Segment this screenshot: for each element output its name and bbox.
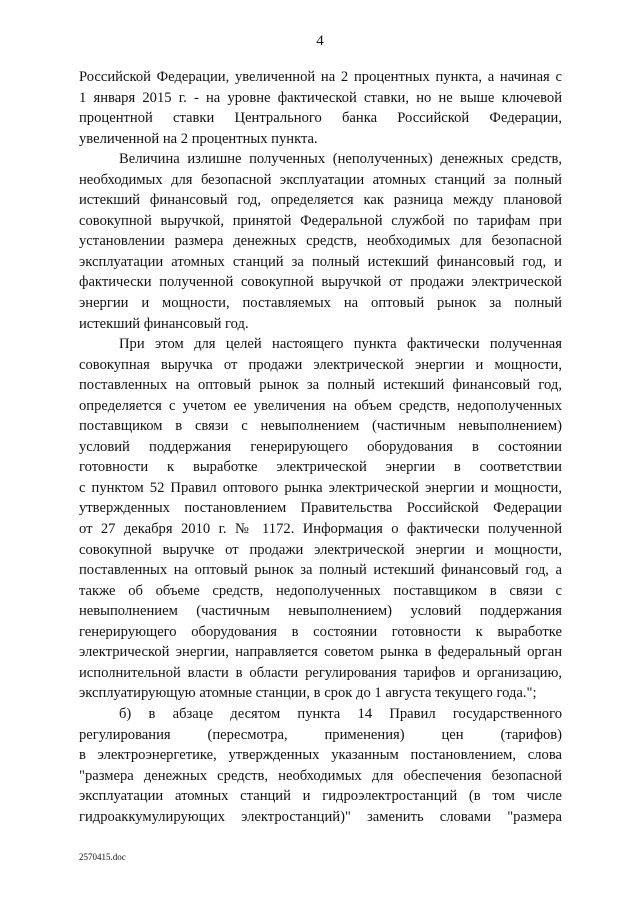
text-line: утвержденных постановлением Правительства Российской Федерации [79,500,562,517]
text-line: электрической энергии, направляется советом рынка в федеральный орган [79,644,562,661]
text-line: эксплуатирующую атомные станции, в срок до 1 августа текущего года."; [79,685,537,702]
text-line: поставщиком в связи с невыполнением (частичным невыполнением) [79,418,562,435]
document-body [79,67,562,827]
paragraph-1 [79,67,562,149]
text-line: б) в абзаце десятом пункта 14 Правил государственного [119,705,562,722]
text-line: эксплуатации атомных станций за полный истекший финансовый год, и [79,253,562,270]
footer-file-name: 2570415.doc [79,852,126,862]
page-number: 4 [316,33,324,49]
text-line: Российской Федерации, увеличенной на 2 процентных пункта, а начиная с [79,69,562,85]
paragraph-2 [79,149,562,334]
text-line: от 27 декабря 2010 г. № 1172. Информация о фактически полученной [79,521,562,538]
text-line: регулирования (пересмотра, применения) цен (тарифов) [79,726,562,743]
text-line: исполнительной власти в области регулирования тарифов и организацию, [79,664,562,681]
text-line: совокупной выручке от продажи электрической энергии и мощности, [79,541,562,558]
text-line: в электроэнергетике, утвержденных указанным постановлением, слова [79,747,562,764]
text-line: гидроаккумулирующих электростанций)" заменить словами "размера [79,808,562,825]
text-line: "размера денежных средств, необходимых для обеспечения безопасной [79,767,562,784]
text-line: совокупной выручкой, принятой Федеральной службой по тарифам при [79,212,562,229]
text-line: совокупная выручка от продажи электрической энергии и мощности, [79,356,562,373]
text-line: с пунктом 52 Правил оптового рынка электрической энергии и мощности, [79,479,562,496]
text-line: процентной ставки Центрального банка Российской Федерации, [79,110,562,127]
text-line: поставленных на оптовый рынок за полный истекший финансовый год, а [79,562,562,579]
text-line: эксплуатации атомных станций и гидроэлектростанций (в том числе [79,788,562,805]
text-line: генерирующего оборудования в состоянии готовности к выработке [79,623,562,640]
text-line: определяется с учетом ее увеличения на объем средств, недополученных [79,397,562,414]
text-line: условий поддержания генерирующего оборудования в состоянии [79,438,562,455]
text-line: также об объеме средств, недополученных поставщиком в связи с [79,582,562,599]
text-line: 1 января 2015 г. - на уровне фактической ставки, но не выше ключевой [79,89,562,106]
text-line: Величина излишне полученных (неполученных) денежных средств, [119,151,562,168]
text-line: необходимых для безопасной эксплуатации атомных станций за полный [79,171,562,188]
text-line: готовности к выработке электрической энергии в соответствии [79,459,562,476]
paragraph-3 [79,334,562,704]
text-line: установлении размера денежных средств, необходимых для безопасной [79,233,562,250]
text-line: увеличенной на 2 процентных пункта. [79,130,318,147]
text-line: фактически полученной совокупной выручкой от продажи электрической [79,274,562,291]
text-line: При этом для целей настоящего пункта фактически полученная [119,336,562,353]
text-line: истекший финансовый год. [79,315,249,332]
text-line: поставленных на оптовый рынок за полный истекший финансовый год, [79,377,562,394]
paragraph-4 [79,704,562,827]
text-line: невыполнением (частичным невыполнением) условий поддержания [79,603,562,620]
text-line: истекший финансовый год, определяется как разница между плановой [79,192,562,209]
text-line: энергии и мощности, поставляемых на оптовый рынок за полный [79,295,562,312]
